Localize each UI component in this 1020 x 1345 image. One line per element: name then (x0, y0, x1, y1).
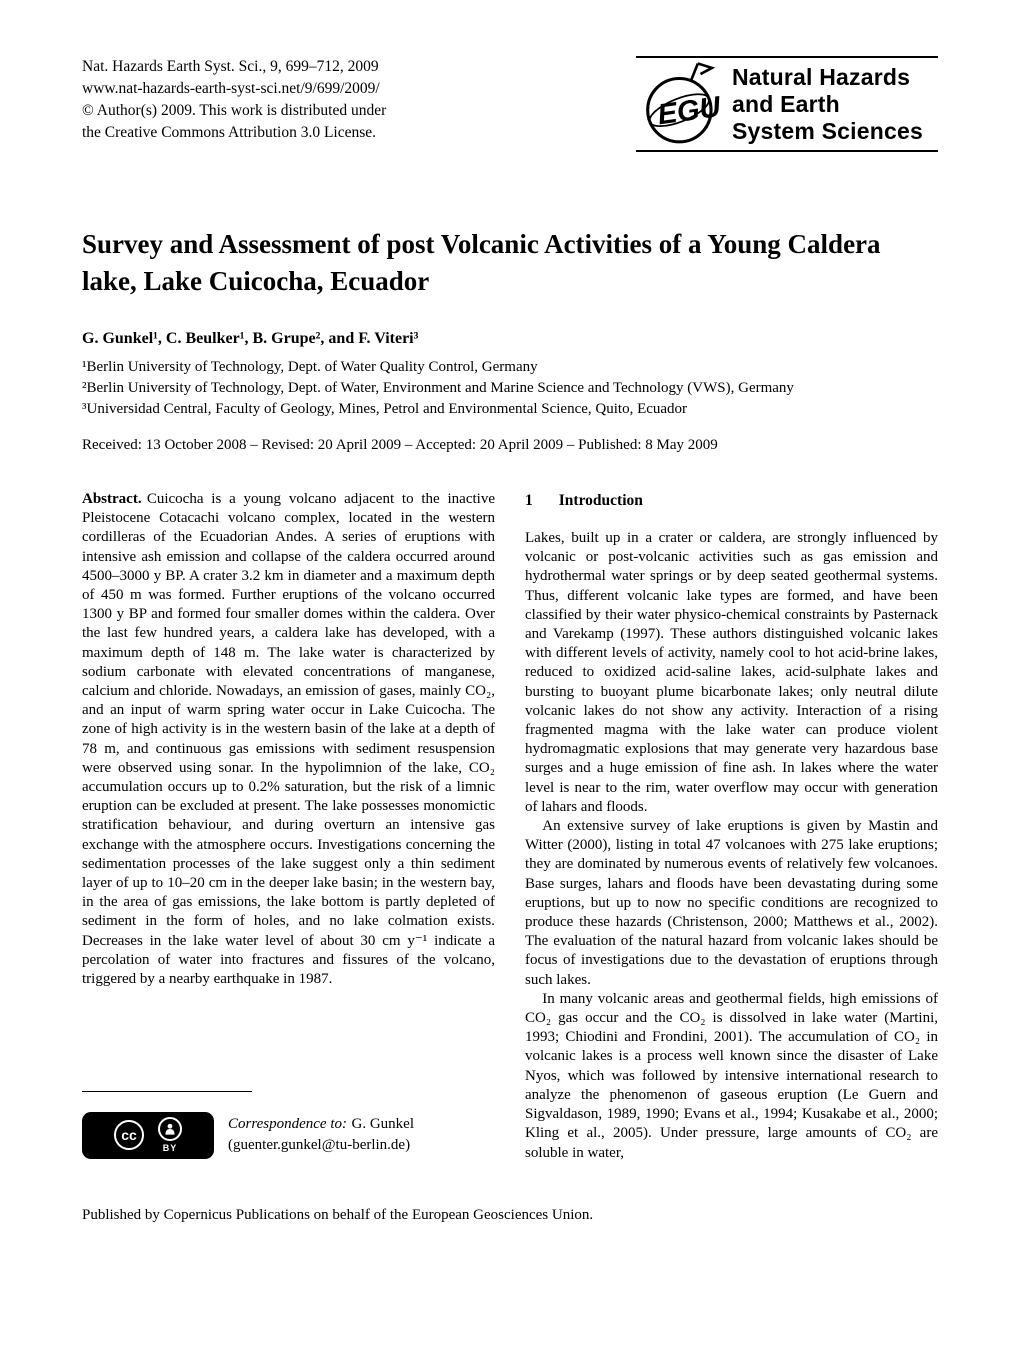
correspondence-name: G. Gunkel (351, 1116, 415, 1133)
intro-paragraph-2: An extensive survey of lake eruptions is given by Mastin and Witter (2000), listing in total 47 volcanoes with 275 lake eruptions; they are dominated by numerous events of relatively few volcanoes. Base surges, lahars and floods have been devastating during some eruptions, but up to now no specific conditions are recognized to produce these hazards (Christenson, 2000; Matthews et al., 2002). The evaluation of the natural hazard from volcanic lakes should be focus of investigations due to the devastation of eruptions through such lakes. (525, 818, 938, 988)
correspondence-email[interactable]: (guenter.gunkel@tu-berlin.de) (228, 1137, 411, 1154)
abstract-paragraph (82, 490, 495, 989)
license-line: the Creative Commons Attribution 3.0 License. (82, 124, 377, 141)
journal-name-line-1: Natural Hazards (732, 63, 911, 90)
section-heading-introduction (525, 492, 938, 510)
citation-block (82, 56, 386, 144)
section-title: Introduction (558, 492, 643, 509)
correspondence-row (82, 1112, 495, 1159)
intro-paragraph-3: In many volcanic areas and geothermal fields, high emissions of CO₂ gas occur and the CO₂ is dissolved in lake water (Martini, 1993; Chiodini and Frondini, 2001). The accumulation of CO₂ in volcanic lakes is a process well known since the disaster of Lake Nyos, which was followed by intensive international research to analyze the phenomenon of gaseous eruption (Le Guern and Sigvaldason, 1989, 1990; Evans et al., 1994; Kusakabe et al., 2000; Kling et al., 2005). Under pressure, large amounts of CO₂ are soluble in water, (525, 990, 938, 1161)
masthead (82, 56, 938, 152)
attribution-column (158, 1117, 182, 1153)
person-icon (158, 1117, 182, 1141)
correspondence-line (228, 1114, 414, 1135)
cc-by-license-badge[interactable] (82, 1112, 214, 1159)
egu-logo-icon (638, 60, 726, 148)
journal-name-line-3: System Sciences (732, 117, 923, 144)
right-column (525, 490, 938, 1163)
svg-text:EGU: EGU (655, 91, 723, 132)
affiliation-1: ¹Berlin University of Technology, Dept. of Water Quality Control, Germany (82, 359, 538, 375)
cc-icon (114, 1120, 144, 1150)
cc-icon-label: cc (121, 1127, 137, 1144)
correspondence-text (228, 1114, 414, 1156)
article-title-line-2: lake, Lake Cuicocha, Ecuador (82, 266, 430, 296)
footnote-rule (82, 1091, 252, 1092)
journal-name (732, 64, 923, 145)
copyright-line: © Author(s) 2009. This work is distributed under (82, 102, 387, 119)
section-number: 1 (525, 492, 533, 509)
correspondence-block (82, 1091, 495, 1163)
journal-banner (636, 56, 938, 152)
intro-paragraph-1: Lakes, built up in a crater or caldera, are strongly influenced by volcanic or post-volcanic activities such as gas emission and hydrothermal water springs or by deep seated geothermal systems. Thus, different volcanic lake types are formed, and have been classified by their water physico-chemical constraints by Pasternack and Varekamp (1997). These authors distinguished volcanic lakes with different levels of activity, namely cool to hot acid-brine lakes, reduced to oxidized acid-saline lakes, acid-sulphate lakes and bursting to buoyant plume bicarbonate lakes; only neutral dilute volcanic lakes do not show any activity. Interaction of a rising fragmented magma with the lake water can produce violent hydromagmatic explosions that may generate very hazardous base surges and a huge emission of fine ash. In lakes where the water level is near to the rim, water overflow may occur with generation of lahars and floods. (525, 530, 938, 815)
publisher-footer: Published by Copernicus Publications on behalf of the European Geosciences Union. (82, 1206, 594, 1223)
left-column (82, 490, 495, 1163)
journal-name-line-2: and Earth (732, 90, 840, 117)
authors-line: G. Gunkel¹, C. Beulker¹, B. Grupe², and F. Viteri³ (82, 330, 419, 347)
abstract-label: Abstract. (82, 491, 142, 507)
article-title-line-1: Survey and Assessment of post Volcanic Activities of a Young Caldera (82, 229, 881, 259)
affiliation-3: ³Universidad Central, Faculty of Geology, Mines, Petrol and Environmental Science, Quito, Ecuador (82, 401, 688, 417)
article-title (82, 226, 938, 300)
journal-citation: Nat. Hazards Earth Syst. Sci., 9, 699–712, 2009 (82, 58, 379, 75)
affiliations (82, 357, 938, 420)
by-label: BY (162, 1143, 178, 1154)
affiliation-2: ²Berlin University of Technology, Dept. of Water, Environment and Marine Science and Technology (VWS), Germany (82, 380, 794, 396)
dates-line: Received: 13 October 2008 – Revised: 20 April 2009 – Accepted: 20 April 2009 – Published: 8 May 2009 (82, 437, 718, 453)
article-url[interactable]: www.nat-hazards-earth-syst-sci.net/9/699/2009/ (82, 80, 380, 97)
correspondence-label: Correspondence to: (228, 1116, 348, 1133)
body-columns (82, 490, 938, 1163)
abstract-text: Cuicocha is a young volcano adjacent to the inactive Pleistocene Cotacachi volcano complex, located in the western cordilleras of the Ecuadorian Andes. A series of eruptions with intensive ash emission and collapse of the caldera occurred around 4500–3000 y BP. A crater 3.2 km in diameter and a maximum depth of 450 m was formed. Further eruptions of the volcano occurred 1300 y BP and formed four smaller domes within the caldera. Over the last few hundred years, a caldera lake has developed, with a maximum depth of 148 m. The lake water is characterized by sodium carbonate with elevated concentrations of manganese, calcium and chloride. Nowadays, an emission of gases, mainly CO₂, and an input of warm spring water occur in Lake Cuicocha. The zone of high activity is in the western basin of the lake at a depth of 78 m, and continuous gas emissions with sediment resuspension were observed using sonar. In the hypolimnion of the lake, CO₂ accumulation occurs up to 0.2% saturation, but the risk of a limnic eruption can be excluded at present. The lake possesses monomictic stratification behaviour, and during overturn an intensive gas exchange with the atmosphere occurs. Investigations concerning the sedimentation processes of the lake suggest only a thin sediment layer of up to 10–20 cm in the deeper lake basin; in the western bay, in the area of gas emissions, the lake bottom is partly depleted of sediment in the form of holes, and no lake colmation exists. Decreases in the lake water level of about 30 cm y⁻¹ indicate a percolation of water into fractures and fissures of the volcano, triggered by a nearby earthquake in 1987. (82, 491, 495, 988)
